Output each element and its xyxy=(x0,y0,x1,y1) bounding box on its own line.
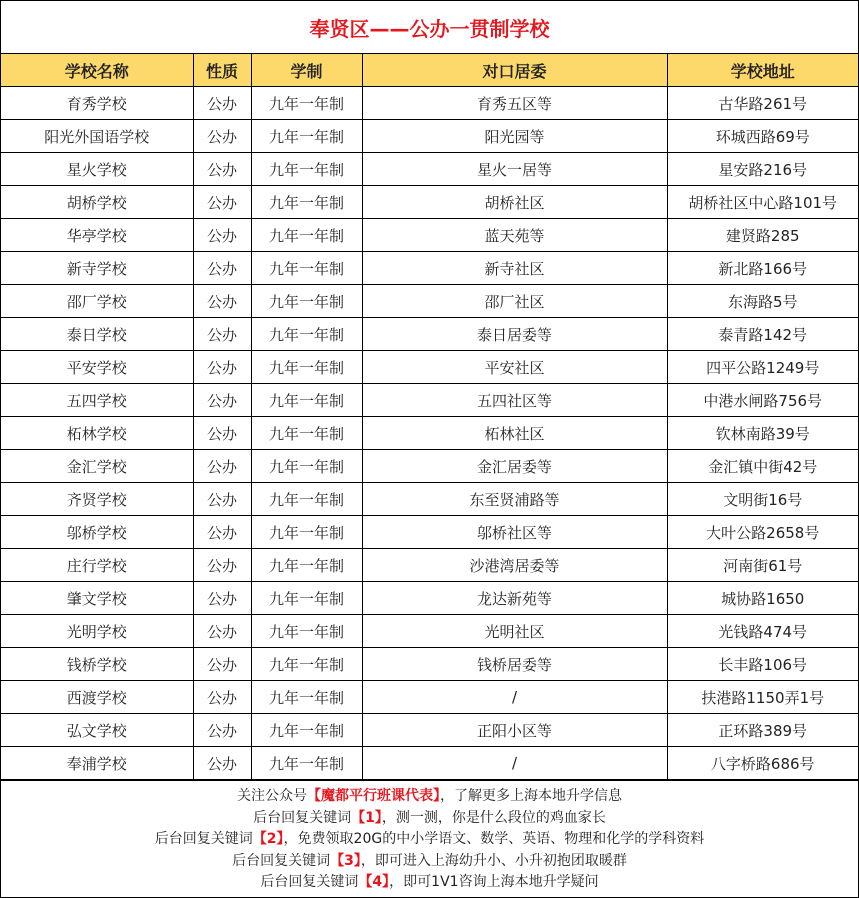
community-cell: 正阳小区等 xyxy=(362,714,667,747)
school-name-cell: 平安学校 xyxy=(1,351,193,384)
highlight-keyword: 【2】 xyxy=(252,831,284,847)
footer-text: ，即可进入上海幼升小、小升初抱团取暖群 xyxy=(360,852,627,869)
address-cell: 胡桥社区中心路101号 xyxy=(667,186,858,219)
system-cell: 九年一年制 xyxy=(251,318,362,351)
type-cell: 公办 xyxy=(193,615,251,648)
system-cell: 九年一年制 xyxy=(251,516,362,549)
table-row xyxy=(1,714,858,747)
highlight-keyword: 【魔都平行班课代表】 xyxy=(307,788,440,804)
system-cell: 九年一年制 xyxy=(251,681,362,714)
community-cell: 东至贤浦路等 xyxy=(362,483,667,516)
system-cell: 九年一年制 xyxy=(251,219,362,252)
type-cell: 公办 xyxy=(193,120,251,153)
type-cell: 公办 xyxy=(193,681,251,714)
page-title: 奉贤区——公办一贯制学校 xyxy=(1,1,858,54)
school-name-cell: 奉浦学校 xyxy=(1,747,193,780)
address-cell: 新北路166号 xyxy=(667,252,858,285)
system-cell: 九年一年制 xyxy=(251,285,362,318)
table-row xyxy=(1,384,858,417)
type-cell: 公办 xyxy=(193,219,251,252)
table-row xyxy=(1,747,858,780)
school-name-cell: 金汇学校 xyxy=(1,450,193,483)
community-cell: 胡桥社区 xyxy=(362,186,667,219)
address-cell: 星安路216号 xyxy=(667,153,858,186)
system-cell: 九年一年制 xyxy=(251,615,362,648)
community-cell: 邵厂社区 xyxy=(362,285,667,318)
school-name-cell: 西渡学校 xyxy=(1,681,193,714)
type-cell: 公办 xyxy=(193,153,251,186)
school-name-cell: 光明学校 xyxy=(1,615,193,648)
system-cell: 九年一年制 xyxy=(251,153,362,186)
school-table xyxy=(1,54,858,780)
type-cell: 公办 xyxy=(193,450,251,483)
school-name-cell: 阳光外国语学校 xyxy=(1,120,193,153)
highlight-keyword: 【3】 xyxy=(330,852,361,869)
type-cell: 公办 xyxy=(193,582,251,615)
system-cell: 九年一年制 xyxy=(251,384,362,417)
community-cell: / xyxy=(362,681,667,714)
system-cell: 九年一年制 xyxy=(251,417,362,450)
table-row xyxy=(1,318,858,351)
system-cell: 九年一年制 xyxy=(251,648,362,681)
type-cell: 公办 xyxy=(193,87,251,120)
type-cell: 公办 xyxy=(193,516,251,549)
type-cell: 公办 xyxy=(193,318,251,351)
type-cell: 公办 xyxy=(193,747,251,780)
type-cell: 公办 xyxy=(193,384,251,417)
address-cell: 正环路389号 xyxy=(667,714,858,747)
table-row xyxy=(1,516,858,549)
community-cell: 柘林社区 xyxy=(362,417,667,450)
school-name-cell: 泰日学校 xyxy=(1,318,193,351)
column-header-type: 性质 xyxy=(193,54,251,87)
table-row xyxy=(1,648,858,681)
table-row xyxy=(1,252,858,285)
table-row xyxy=(1,153,858,186)
school-name-cell: 齐贤学校 xyxy=(1,483,193,516)
community-cell: 龙达新苑等 xyxy=(362,582,667,615)
address-cell: 古华路261号 xyxy=(667,87,858,120)
school-name-cell: 邬桥学校 xyxy=(1,516,193,549)
address-cell: 扶港路1150弄1号 xyxy=(667,681,858,714)
community-cell: 金汇居委等 xyxy=(362,450,667,483)
community-cell: 沙港湾居委等 xyxy=(362,549,667,582)
column-header-school-name: 学校名称 xyxy=(1,54,193,87)
address-cell: 城协路1650 xyxy=(667,582,858,615)
table-row xyxy=(1,549,858,582)
school-name-cell: 星火学校 xyxy=(1,153,193,186)
type-cell: 公办 xyxy=(193,417,251,450)
footer-text: ，测一测，你是什么段位的鸡血家长 xyxy=(381,809,606,826)
system-cell: 九年一年制 xyxy=(251,549,362,582)
school-name-cell: 华亭学校 xyxy=(1,219,193,252)
system-cell: 九年一年制 xyxy=(251,483,362,516)
community-cell: 育秀五区等 xyxy=(362,87,667,120)
community-cell: 钱桥居委等 xyxy=(362,648,667,681)
address-cell: 河南街61号 xyxy=(667,549,858,582)
footer-text: 关注公众号 xyxy=(237,788,307,804)
table-row xyxy=(1,582,858,615)
system-cell: 九年一年制 xyxy=(251,252,362,285)
type-cell: 公办 xyxy=(193,549,251,582)
highlight-keyword: 【1】 xyxy=(351,809,382,826)
footer-line xyxy=(1,829,858,851)
table-row xyxy=(1,483,858,516)
table-row xyxy=(1,417,858,450)
community-cell: 蓝天苑等 xyxy=(362,219,667,252)
community-cell: 新寺社区 xyxy=(362,252,667,285)
footer-text: 后台回复关键词 xyxy=(253,809,352,826)
table-row xyxy=(1,285,858,318)
footer-text: 后台回复关键词 xyxy=(154,831,253,847)
column-header-community: 对口居委 xyxy=(362,54,667,87)
school-name-cell: 弘文学校 xyxy=(1,714,193,747)
table-row xyxy=(1,219,858,252)
school-name-cell: 新寺学校 xyxy=(1,252,193,285)
community-cell: 五四社区等 xyxy=(362,384,667,417)
school-name-cell: 邵厂学校 xyxy=(1,285,193,318)
footer-notes xyxy=(1,780,858,894)
system-cell: 九年一年制 xyxy=(251,87,362,120)
footer-line xyxy=(1,808,858,830)
footer-line xyxy=(1,851,858,873)
school-name-cell: 庄行学校 xyxy=(1,549,193,582)
address-cell: 泰青路142号 xyxy=(667,318,858,351)
address-cell: 钦林南路39号 xyxy=(667,417,858,450)
system-cell: 九年一年制 xyxy=(251,747,362,780)
address-cell: 金汇镇中街42号 xyxy=(667,450,858,483)
highlight-keyword: 【4】 xyxy=(358,874,390,890)
address-cell: 八字桥路686号 xyxy=(667,747,858,780)
type-cell: 公办 xyxy=(193,285,251,318)
footer-text: 后台回复关键词 xyxy=(260,874,359,890)
address-cell: 环城西路69号 xyxy=(667,120,858,153)
footer-line xyxy=(1,786,858,808)
system-cell: 九年一年制 xyxy=(251,450,362,483)
address-cell: 中港水闸路756号 xyxy=(667,384,858,417)
school-name-cell: 育秀学校 xyxy=(1,87,193,120)
footer-text: 后台回复关键词 xyxy=(232,852,331,869)
type-cell: 公办 xyxy=(193,648,251,681)
footer-text: ，了解更多上海本地升学信息 xyxy=(440,788,622,804)
address-cell: 文明街16号 xyxy=(667,483,858,516)
system-cell: 九年一年制 xyxy=(251,186,362,219)
footer-line xyxy=(1,872,858,894)
table-row xyxy=(1,120,858,153)
type-cell: 公办 xyxy=(193,186,251,219)
address-cell: 大叶公路2658号 xyxy=(667,516,858,549)
community-cell: 阳光园等 xyxy=(362,120,667,153)
column-header-address: 学校地址 xyxy=(667,54,858,87)
address-cell: 建贤路285 xyxy=(667,219,858,252)
address-cell: 光钱路474号 xyxy=(667,615,858,648)
address-cell: 四平公路1249号 xyxy=(667,351,858,384)
system-cell: 九年一年制 xyxy=(251,582,362,615)
type-cell: 公办 xyxy=(193,714,251,747)
type-cell: 公办 xyxy=(193,351,251,384)
footer-text: ，即可1V1咨询上海本地升学疑问 xyxy=(389,874,599,890)
table-row xyxy=(1,450,858,483)
address-cell: 长丰路106号 xyxy=(667,648,858,681)
system-cell: 九年一年制 xyxy=(251,120,362,153)
column-header-system: 学制 xyxy=(251,54,362,87)
table-row xyxy=(1,186,858,219)
school-name-cell: 钱桥学校 xyxy=(1,648,193,681)
school-name-cell: 胡桥学校 xyxy=(1,186,193,219)
community-cell: / xyxy=(362,747,667,780)
community-cell: 星火一居等 xyxy=(362,153,667,186)
table-row xyxy=(1,87,858,120)
address-cell: 东海路5号 xyxy=(667,285,858,318)
school-name-cell: 五四学校 xyxy=(1,384,193,417)
table-row xyxy=(1,351,858,384)
community-cell: 泰日居委等 xyxy=(362,318,667,351)
school-name-cell: 肇文学校 xyxy=(1,582,193,615)
system-cell: 九年一年制 xyxy=(251,714,362,747)
type-cell: 公办 xyxy=(193,483,251,516)
table-row xyxy=(1,615,858,648)
type-cell: 公办 xyxy=(193,252,251,285)
table-row xyxy=(1,681,858,714)
table-header-row xyxy=(1,54,858,87)
community-cell: 光明社区 xyxy=(362,615,667,648)
school-name-cell: 柘林学校 xyxy=(1,417,193,450)
community-cell: 平安社区 xyxy=(362,351,667,384)
footer-text: ，免费领取20G的中小学语文、数学、英语、物理和化学的学科资料 xyxy=(283,831,705,847)
system-cell: 九年一年制 xyxy=(251,351,362,384)
community-cell: 邬桥社区等 xyxy=(362,516,667,549)
